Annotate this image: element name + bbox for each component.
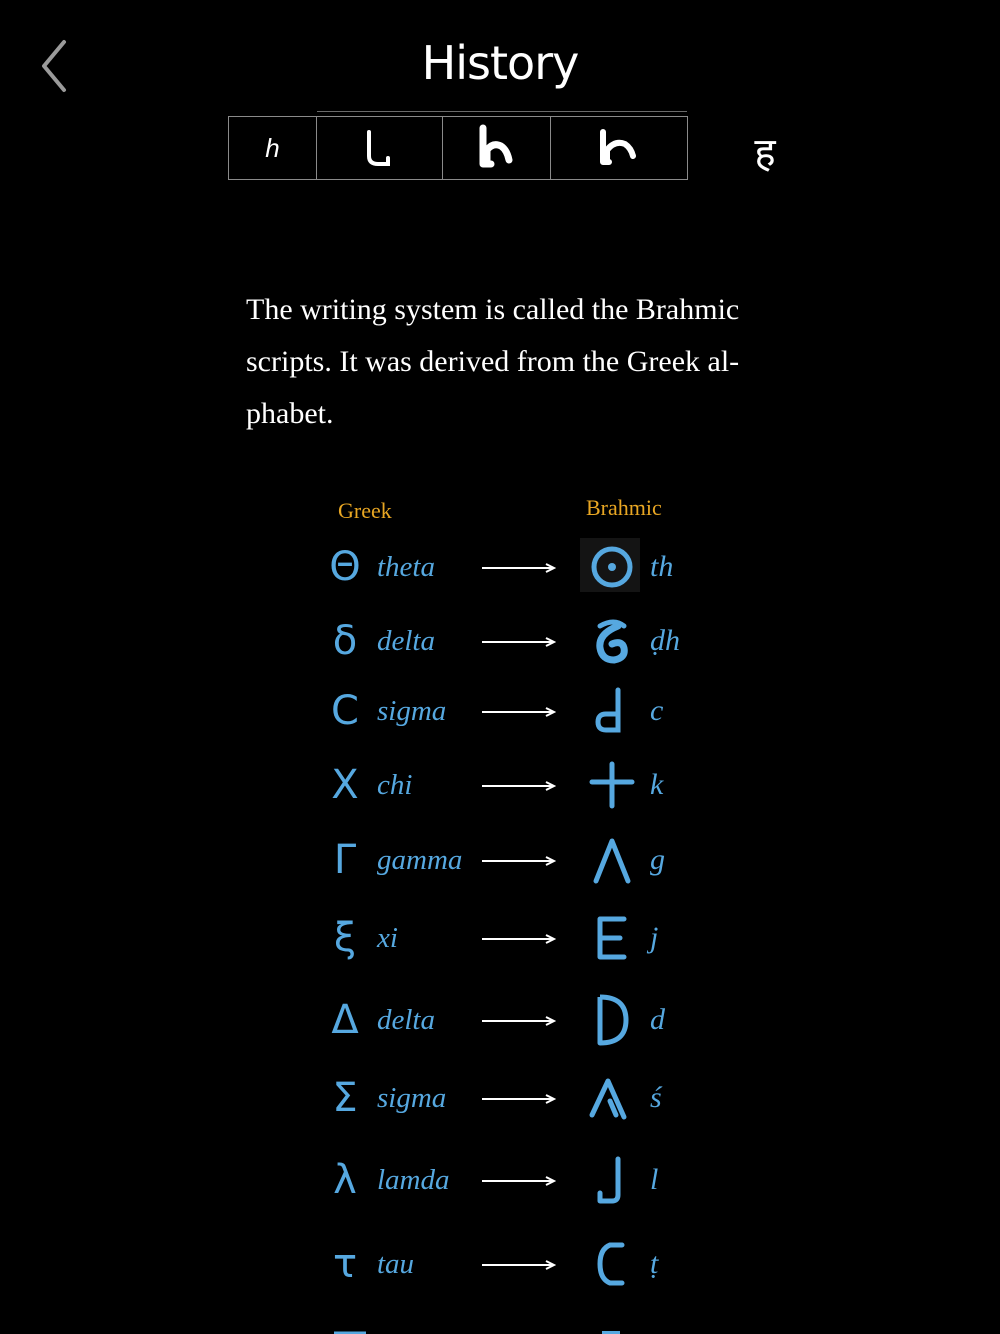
greek-name: chi bbox=[377, 768, 413, 801]
evolution-stage-early[interactable] bbox=[317, 117, 443, 179]
sound-value: d bbox=[650, 1003, 665, 1036]
greek-glyph: Σ bbox=[332, 1075, 358, 1121]
sound-value: l bbox=[650, 1163, 659, 1196]
next-row-partial bbox=[320, 1322, 720, 1334]
arrow-right-icon bbox=[482, 1094, 556, 1104]
greek-name: xi bbox=[377, 921, 398, 954]
arrow-right-icon bbox=[482, 707, 556, 717]
table-row bbox=[320, 611, 720, 671]
description-line: The writing system is called the Brahmic bbox=[246, 293, 740, 326]
sound-value: j bbox=[650, 921, 659, 954]
greek-name: lamda bbox=[377, 1163, 450, 1196]
brahmic-column-header: Brahmic bbox=[586, 495, 662, 520]
greek-column-header: Greek bbox=[338, 498, 392, 523]
brahmi-sha-icon bbox=[588, 1073, 636, 1123]
evolution-stage-latin[interactable] bbox=[229, 117, 317, 179]
description-line: scripts. It was derived from the Greek al- bbox=[246, 345, 740, 378]
brahmi-la-icon bbox=[588, 1155, 636, 1205]
greek-name: sigma bbox=[377, 1081, 447, 1114]
brahmi-da-icon bbox=[588, 993, 636, 1047]
greek-glyph: λ bbox=[333, 1157, 357, 1203]
brahmi-ka-icon bbox=[588, 760, 636, 810]
table-row bbox=[320, 681, 720, 741]
table-row bbox=[320, 908, 720, 968]
description-line: phabet. bbox=[246, 397, 334, 430]
sound-value: ḍh bbox=[650, 624, 680, 657]
arrow-right-icon bbox=[482, 637, 556, 647]
greek-name: theta bbox=[377, 550, 435, 583]
greek-name: tau bbox=[377, 1247, 415, 1280]
sound-value: k bbox=[650, 768, 664, 801]
evolution-stage-latin-label: h bbox=[265, 132, 280, 163]
table-row bbox=[320, 755, 720, 815]
page-title: History bbox=[421, 36, 579, 90]
greek-name: gamma bbox=[377, 843, 463, 876]
greek-glyph: X bbox=[331, 762, 359, 808]
brahmi-ha-early-icon bbox=[360, 126, 400, 170]
table-row bbox=[320, 1068, 720, 1128]
brahmi-ca-icon bbox=[588, 686, 636, 736]
table-row bbox=[320, 1234, 720, 1294]
greek-glyph: ξ bbox=[333, 915, 357, 961]
table-row bbox=[320, 990, 720, 1050]
arrow-right-icon bbox=[482, 856, 556, 866]
greek-glyph: Δ bbox=[331, 997, 359, 1043]
sound-value: c bbox=[650, 694, 664, 727]
letter-evolution-strip bbox=[228, 116, 688, 180]
table-row bbox=[320, 1150, 720, 1210]
sound-value: g bbox=[650, 843, 665, 876]
evolution-stage-middle[interactable] bbox=[443, 117, 551, 179]
greek-name: sigma bbox=[377, 694, 447, 727]
arrow-right-icon bbox=[482, 1016, 556, 1026]
greek-name: delta bbox=[377, 1003, 435, 1036]
devanagari-result: ह bbox=[754, 129, 776, 176]
description-text bbox=[246, 284, 786, 440]
brahmi-ha-late-icon bbox=[595, 126, 643, 170]
sound-value: th bbox=[650, 550, 674, 583]
brahmi-tha-icon bbox=[588, 543, 636, 591]
greek-glyph: δ bbox=[332, 618, 358, 664]
table-row bbox=[320, 537, 720, 597]
sound-value: ś bbox=[650, 1081, 662, 1114]
evolution-stage-late[interactable] bbox=[551, 117, 687, 179]
brahmi-ta-retroflex-icon bbox=[588, 1239, 636, 1289]
arrow-right-icon bbox=[482, 781, 556, 791]
arrow-right-icon bbox=[482, 934, 556, 944]
table-row bbox=[320, 830, 720, 890]
sound-value: ṭ bbox=[650, 1247, 659, 1280]
greek-glyph: Γ bbox=[333, 837, 357, 883]
arrow-right-icon bbox=[482, 1260, 556, 1270]
brahmi-ja-icon bbox=[588, 913, 636, 963]
brahmi-ga-icon bbox=[588, 835, 636, 885]
greek-glyph: Θ bbox=[329, 544, 361, 590]
arrow-right-icon bbox=[482, 1176, 556, 1186]
greek-glyph: C bbox=[331, 688, 359, 734]
greek-glyph: τ bbox=[332, 1241, 358, 1287]
brahmi-ha-middle-icon bbox=[473, 124, 521, 172]
brahmi-dha-retroflex-icon bbox=[588, 616, 636, 666]
greek-name: delta bbox=[377, 624, 435, 657]
arrow-right-icon bbox=[482, 563, 556, 573]
